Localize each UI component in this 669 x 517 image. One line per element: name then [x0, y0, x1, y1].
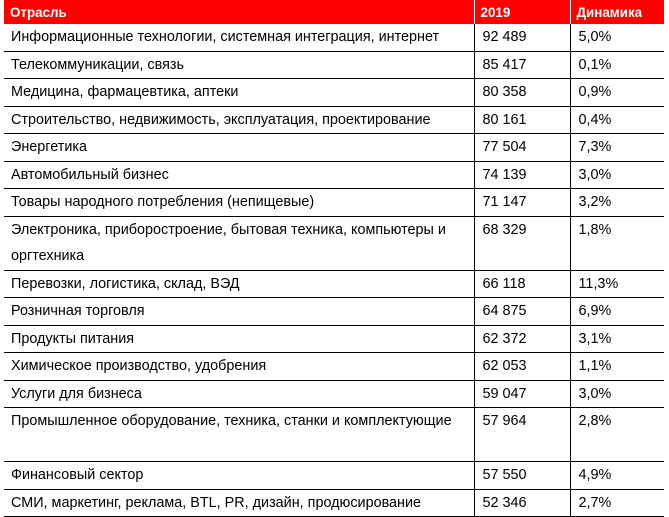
industry-cell: Химическое производство, удобрения	[4, 353, 474, 381]
header-year: 2019	[474, 0, 570, 24]
dynamics-cell: 1,1%	[570, 353, 664, 381]
table-row	[4, 408, 664, 462]
value-2019-cell: 62 053	[474, 353, 570, 381]
dynamics-cell: 0,9%	[570, 79, 664, 107]
industry-cell: Финансовый сектор	[4, 462, 474, 490]
table-row	[4, 353, 664, 381]
dynamics-cell: 6,9%	[570, 298, 664, 326]
industry-cell: Телекоммуникации, связь	[4, 51, 474, 79]
industry-cell: Медицина, фармацевтика, аптеки	[4, 79, 474, 107]
value-2019-cell: 57 550	[474, 462, 570, 490]
value-2019-cell: 77 504	[474, 134, 570, 162]
industry-cell: Перевозки, логистика, склад, ВЭД	[4, 270, 474, 298]
industry-cell: Товары народного потребления (непищевые)	[4, 189, 474, 217]
dynamics-cell: 7,3%	[570, 134, 664, 162]
table-row	[4, 134, 664, 162]
value-2019-cell: 62 372	[474, 325, 570, 353]
table-row	[4, 24, 664, 51]
table-header	[4, 0, 664, 24]
industry-cell: СМИ, маркетинг, реклама, BTL, PR, дизайн, продюсирование	[4, 489, 474, 517]
dynamics-cell: 3,0%	[570, 161, 664, 189]
table-row	[4, 189, 664, 217]
value-2019-cell: 80 358	[474, 79, 570, 107]
value-2019-cell: 57 964	[474, 408, 570, 462]
header-row	[4, 0, 664, 24]
header-dynamics: Динамика	[570, 0, 664, 24]
value-2019-cell: 92 489	[474, 24, 570, 51]
dynamics-cell: 0,1%	[570, 51, 664, 79]
dynamics-cell: 3,1%	[570, 325, 664, 353]
table-row	[4, 462, 664, 490]
industry-cell: Энергетика	[4, 134, 474, 162]
table-row	[4, 79, 664, 107]
value-2019-cell: 74 139	[474, 161, 570, 189]
dynamics-cell: 3,0%	[570, 380, 664, 408]
table-body	[4, 24, 664, 517]
table-row	[4, 270, 664, 298]
industry-cell: Информационные технологии, системная интеграция, интернет	[4, 24, 474, 51]
dynamics-cell: 0,4%	[570, 106, 664, 134]
table-row	[4, 216, 664, 270]
value-2019-cell: 52 346	[474, 489, 570, 517]
value-2019-cell: 59 047	[474, 380, 570, 408]
industry-cell: Услуги для бизнеса	[4, 380, 474, 408]
industry-cell: Электроника, приборостроение, бытовая техника, компьютеры и оргтехника	[4, 216, 474, 270]
value-2019-cell: 68 329	[474, 216, 570, 270]
table-row	[4, 106, 664, 134]
dynamics-cell: 1,8%	[570, 216, 664, 270]
industry-cell: Розничная торговля	[4, 298, 474, 326]
dynamics-cell: 11,3%	[570, 270, 664, 298]
industry-salary-table	[4, 0, 664, 517]
dynamics-cell: 4,9%	[570, 462, 664, 490]
industry-cell: Продукты питания	[4, 325, 474, 353]
dynamics-cell: 2,8%	[570, 408, 664, 462]
value-2019-cell: 66 118	[474, 270, 570, 298]
table-row	[4, 380, 664, 408]
value-2019-cell: 80 161	[474, 106, 570, 134]
industry-cell: Автомобильный бизнес	[4, 161, 474, 189]
value-2019-cell: 71 147	[474, 189, 570, 217]
table-row	[4, 298, 664, 326]
industry-cell: Строительство, недвижимость, эксплуатация, проектирование	[4, 106, 474, 134]
value-2019-cell: 64 875	[474, 298, 570, 326]
table-row	[4, 489, 664, 517]
industry-cell: Промышленное оборудование, техника, станки и комплектующие	[4, 408, 474, 462]
dynamics-cell: 5,0%	[570, 24, 664, 51]
value-2019-cell: 85 417	[474, 51, 570, 79]
dynamics-cell: 3,2%	[570, 189, 664, 217]
table-row	[4, 325, 664, 353]
dynamics-cell: 2,7%	[570, 489, 664, 517]
table-row	[4, 51, 664, 79]
table-row	[4, 161, 664, 189]
header-industry: Отрасль	[4, 0, 474, 24]
